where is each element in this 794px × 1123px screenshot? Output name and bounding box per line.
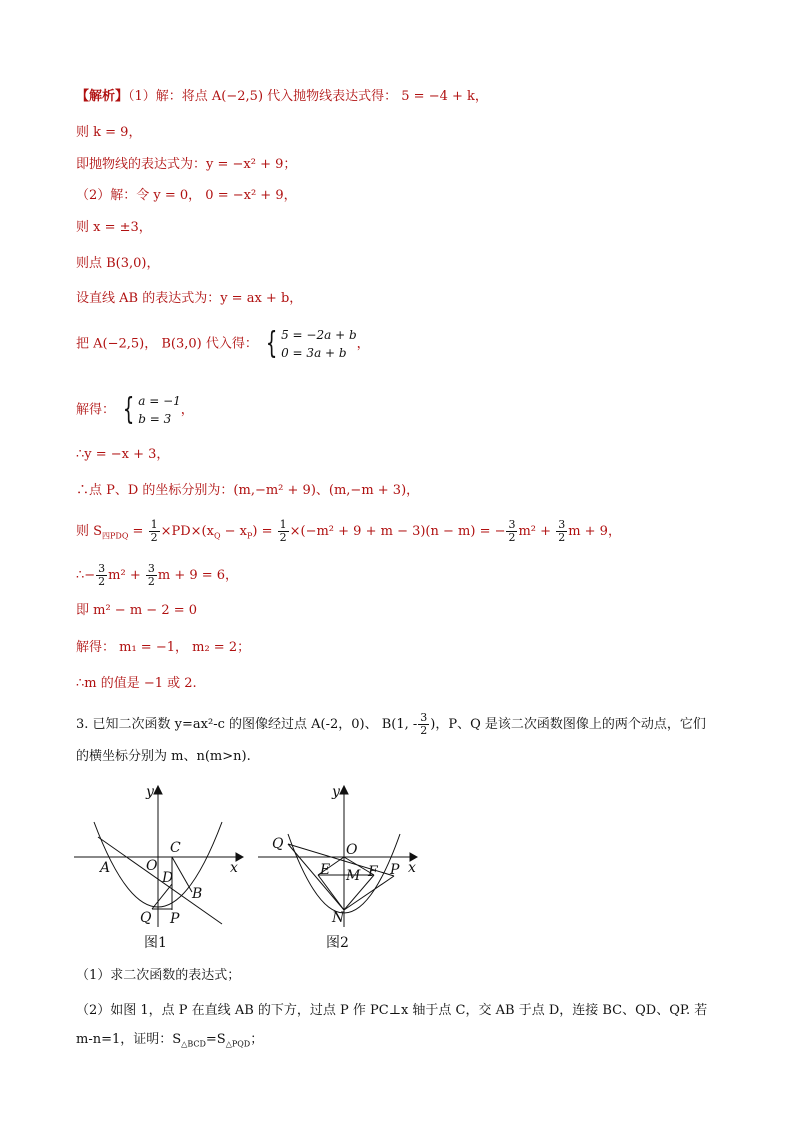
solution-line-14: 即 m² − m − 2 = 0: [76, 603, 198, 618]
expr-part: m² +: [108, 568, 145, 583]
brace-icon: {: [265, 326, 278, 361]
figure-1-caption: 图1: [144, 935, 167, 951]
solution-line-11: ∴点 P、D 的坐标分别为：(m,−m² + 9)、(m,−m + 3)，: [76, 483, 420, 498]
equation-row: 0 = 3a + b: [281, 346, 347, 360]
solution-line-8: [76, 326, 370, 362]
subscript-p: P: [247, 531, 253, 541]
fig1-label-a: A: [100, 860, 111, 876]
solution-line-16: ∴m 的值是 −1 或 2.: [76, 676, 197, 691]
expr-part: m + 9，: [568, 524, 621, 539]
question-text: ；: [250, 1032, 264, 1047]
numerator: 1: [150, 518, 158, 531]
solution-tag: 【解析】: [76, 89, 129, 104]
area-symbol: 则 S: [76, 524, 103, 539]
subscript: △BCD: [181, 1039, 206, 1049]
fraction-three-halves: [506, 519, 517, 544]
y-axis-arrow-icon: [154, 786, 162, 794]
segment-bc: [172, 857, 192, 892]
fig2-label-e: E: [320, 862, 331, 878]
fraction-three-halves: [418, 712, 429, 737]
segment-qp: [288, 844, 394, 876]
segment-qn: [288, 844, 344, 910]
equation-row: a = −1: [138, 394, 181, 408]
fig2-label-f: F: [368, 864, 378, 880]
denominator: 2: [558, 531, 566, 544]
expr-part: ∴−: [76, 568, 96, 583]
figure-2-caption: 图2: [326, 935, 349, 951]
system-intro: 把 A(−2,5)， B(3,0) 代入得：: [76, 336, 258, 352]
expr-part: m + 9 = 6，: [157, 568, 239, 583]
fig1-label-x: x: [230, 860, 238, 876]
expr-part: ×PD×(x: [160, 524, 214, 539]
fig1-label-p: P: [170, 911, 180, 927]
question-text: =S: [205, 1032, 226, 1047]
solution-line-1: [76, 88, 488, 106]
brace-icon: {: [122, 392, 135, 427]
denominator: 2: [150, 531, 158, 544]
fig2-label-m: M: [346, 868, 361, 884]
numerator: 3: [147, 562, 155, 575]
question-2-line-2: [76, 1031, 263, 1054]
fig1-label-y: y: [146, 784, 154, 800]
denominator: 2: [508, 531, 516, 544]
solution-line-12: [76, 519, 621, 546]
solution-line-9: [76, 392, 194, 428]
fig1-label-q: Q: [140, 910, 152, 926]
equation-row: 5 = −2a + b: [281, 328, 357, 342]
figure-2: [258, 782, 428, 930]
fig1-label-d: D: [162, 870, 174, 886]
segment-qd: [152, 884, 172, 909]
problem3-line-1: [76, 712, 706, 737]
solution-line-10: ∴y = −x + 3，: [76, 447, 170, 462]
fig2-label-q: Q: [272, 836, 284, 852]
solve-intro: 解得：: [76, 402, 116, 418]
equation-row: b = 3: [138, 412, 172, 426]
y-axis-arrow-icon: [340, 786, 348, 794]
subscript: △PQD: [225, 1039, 251, 1049]
numerator: 3: [558, 518, 566, 531]
solution-line-7: 设直线 AB 的表达式为：y = ax + b，: [76, 291, 303, 306]
fig1-label-o: O: [146, 858, 158, 874]
question-2-line-1: （2）如图 1，点 P 在直线 AB 的下方，过点 P 作 PC⊥x 轴于点 C，交 AB 于点 D，连接 BC、QD、QP. 若: [76, 1003, 708, 1018]
segment-en: [318, 875, 344, 910]
fig2-label-y: y: [332, 784, 340, 800]
fraction-three-halves: [146, 563, 157, 588]
fraction-three-halves: [96, 563, 107, 588]
denominator: 2: [279, 531, 287, 544]
equals: =: [128, 524, 148, 539]
figure-1: [74, 782, 244, 930]
punctuation: ，: [356, 336, 370, 352]
fig1-label-b: B: [192, 886, 203, 902]
numerator: 3: [98, 562, 106, 575]
problem3-line-2: 的横坐标分别为 m、n(m>n).: [76, 749, 251, 764]
solution-line-2: 则 k = 9，: [76, 125, 142, 140]
solution-text: （1）解：将点 A(−2,5) 代入抛物线表达式得： 5 = −4 + k，: [128, 89, 488, 104]
expr-part: ×(−m² + 9 + m − 3)(n − m) = −: [289, 524, 506, 539]
punctuation: ，: [180, 402, 194, 418]
expr-part: ) =: [252, 524, 277, 539]
denominator: 2: [420, 724, 428, 737]
equation-system: [281, 326, 357, 362]
fig2-label-p: P: [390, 862, 400, 878]
fig2-label-x: x: [408, 860, 416, 876]
solution-line-3: 即抛物线的表达式为：y = −x² + 9；: [76, 157, 297, 172]
fig2-label-n: N: [332, 910, 345, 926]
question-1: （1）求二次函数的表达式；: [76, 968, 241, 983]
fig1-label-c: C: [170, 840, 181, 856]
fraction-half: [149, 519, 160, 544]
solution-system: [138, 392, 181, 428]
numerator: 1: [279, 518, 287, 531]
problem-text: )，P、Q 是该二次函数图像上的两个动点，它们: [430, 717, 706, 732]
solution-line-6: 则点 B(3,0)，: [76, 256, 160, 271]
solution-line-4: （2）解：令 y = 0， 0 = −x² + 9，: [76, 188, 297, 203]
area-subscript: 四PDQ: [102, 531, 129, 541]
fig2-label-o: O: [346, 842, 358, 858]
denominator: 2: [147, 575, 155, 588]
fraction-three-halves: [556, 519, 567, 544]
numerator: 3: [420, 711, 428, 724]
numerator: 3: [508, 518, 516, 531]
solution-line-15: 解得： m₁ = −1， m₂ = 2；: [76, 640, 251, 655]
problem-text: 3. 已知二次函数 y=ax²-c 的图像经过点 A(-2，0)、 B(1, -: [76, 717, 418, 732]
fraction-half: [278, 519, 289, 544]
question-text: m-n=1，证明：S: [76, 1032, 182, 1047]
line-ab: [98, 837, 222, 924]
solution-line-5: 则 x = ±3，: [76, 220, 152, 235]
expr-part: m² +: [518, 524, 556, 539]
denominator: 2: [98, 575, 106, 588]
subscript-q: Q: [213, 531, 221, 541]
solution-line-13: [76, 563, 238, 588]
expr-part: − x: [220, 524, 247, 539]
